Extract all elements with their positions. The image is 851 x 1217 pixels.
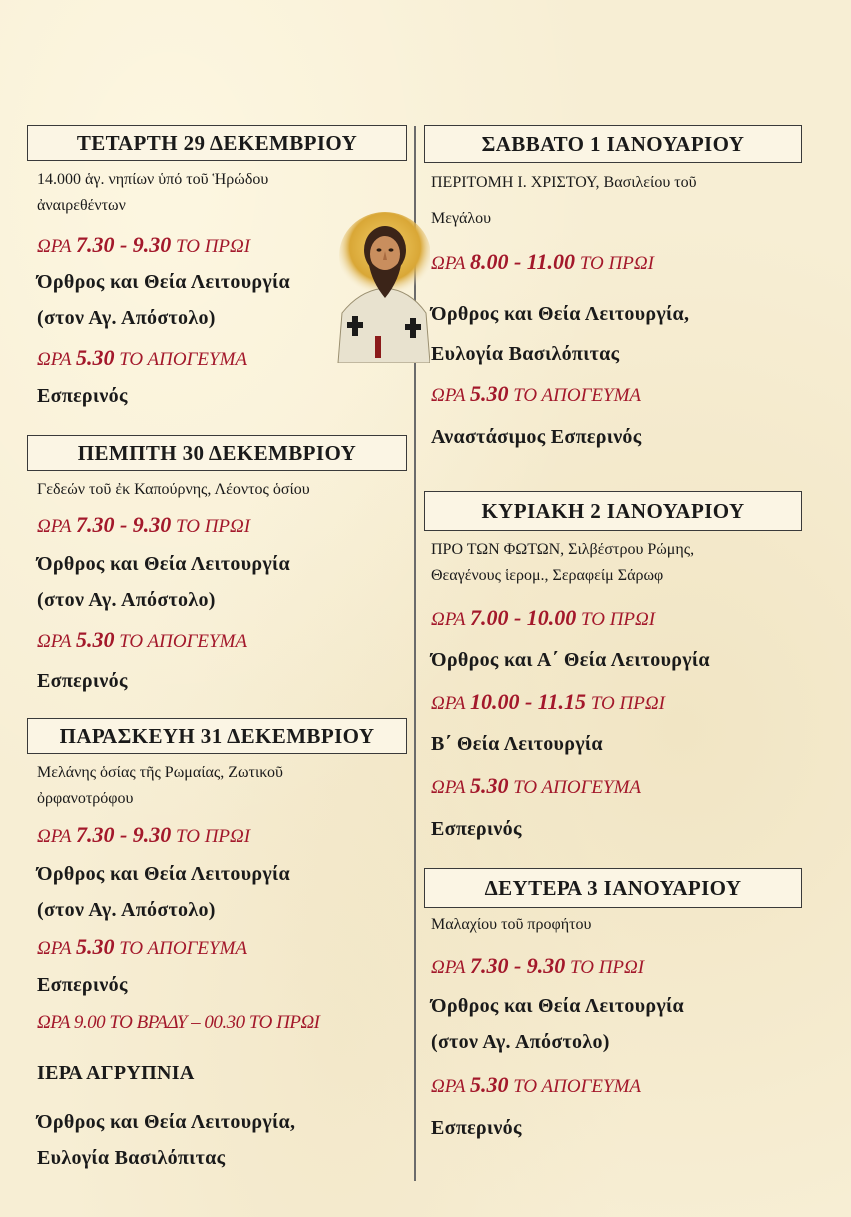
time-prefix: ΩΡΑ: [431, 385, 466, 406]
day-header-wed-29: ΤΕΤΑΡΤΗ 29 ΔΕΚΕΜΒΡΙΟΥ: [27, 125, 407, 161]
service-time: [37, 512, 250, 538]
service-name: [431, 294, 689, 374]
day-header-mon-3: ΔΕΥΤΕΡΑ 3 ΙΑΝΟΥΑΡΙΟΥ: [424, 868, 802, 908]
time-suffix: ΤΟ ΑΠΟΓΕΥΜΑ: [513, 385, 642, 406]
saint-commemoration: [431, 912, 591, 938]
service-time: [37, 627, 247, 653]
service-time: [431, 1072, 641, 1098]
time-suffix: ΤΟ ΠΡΩΙ: [176, 516, 251, 537]
service-name: Όρθρος και Α΄ Θεία Λειτουργία: [431, 649, 710, 671]
time-value: 5.30: [469, 773, 509, 798]
saint-commemoration: [37, 477, 310, 503]
service-line: Όρθρος και Θεία Λειτουργία,: [37, 1111, 296, 1133]
service-name: [37, 1104, 295, 1176]
service-time: [431, 773, 641, 799]
service-name: Εσπερινός: [37, 385, 128, 407]
time-value: 5.30: [75, 345, 115, 370]
time-suffix: ΤΟ ΑΠΟΓΕΥΜΑ: [119, 349, 248, 370]
time-prefix: ΩΡΑ: [37, 516, 72, 537]
service-line: Ευλογία Βασιλόπιτας: [431, 343, 620, 365]
time-prefix: ΩΡΑ: [431, 957, 466, 978]
service-line: (στον Αγ. Απόστολο): [37, 899, 216, 921]
time-prefix: ΩΡΑ: [37, 349, 72, 370]
time-suffix: ΤΟ ΠΡΩΙ: [590, 693, 665, 714]
time-value: 7.30 - 9.30: [469, 953, 566, 978]
saint-line: ὀρφανοτρόφου: [37, 790, 134, 807]
service-line: Όρθρος και Θεία Λειτουργία: [431, 995, 684, 1017]
saint-line: Μεγάλου: [431, 210, 492, 227]
saint-line: Θεαγένους ἱερομ., Σεραφείμ Σάρωφ: [431, 567, 664, 584]
time-prefix: ΩΡΑ: [37, 938, 72, 959]
time-prefix: ΩΡΑ: [37, 236, 72, 257]
saint-line: Γεδεών τοῦ ἐκ Καπούρνης, Λέοντος ὁσίου: [37, 481, 310, 498]
time-value: 7.30 - 9.30: [75, 512, 172, 537]
service-time: [431, 381, 641, 407]
saint-commemoration: [37, 760, 283, 812]
service-name: [37, 856, 290, 928]
saint-line: ΠΕΡΙΤΟΜΗ Ι. ΧΡΙΣΤΟΥ, Βασιλείου τοῦ: [431, 174, 697, 191]
saint-line: ἀναιρεθέντων: [37, 197, 126, 214]
service-name: [431, 988, 684, 1060]
service-name: Εσπερινός: [37, 670, 128, 692]
time-prefix: ΩΡΑ: [37, 631, 72, 652]
vigil-time: ΩΡΑ 9.00 ΤΟ ΒΡΑΔΥ – 00.30 ΤΟ ΠΡΩΙ: [37, 1012, 320, 1033]
service-time: [431, 605, 655, 631]
saint-line: Μελάνης ὁσίας τῆς Ρωμαίας, Ζωτικοῦ: [37, 764, 283, 781]
service-time: [37, 345, 247, 371]
time-value: 8.00 - 11.00: [469, 249, 576, 274]
time-value: 7.30 - 9.30: [75, 822, 172, 847]
time-prefix: ΩΡΑ: [431, 1076, 466, 1097]
service-line: Όρθρος και Θεία Λειτουργία: [37, 863, 290, 885]
time-suffix: ΤΟ ΑΠΟΓΕΥΜΑ: [513, 777, 642, 798]
time-value: 5.30: [75, 934, 115, 959]
time-suffix: ΤΟ ΠΡΩΙ: [570, 957, 645, 978]
service-line: (στον Αγ. Απόστολο): [37, 589, 216, 611]
service-line: Όρθρος και Θεία Λειτουργία,: [431, 303, 690, 325]
service-time: [431, 953, 644, 979]
time-suffix: ΤΟ ΠΡΩΙ: [176, 236, 251, 257]
time-suffix: ΤΟ ΑΠΟΓΕΥΜΑ: [119, 631, 248, 652]
service-name: [37, 546, 290, 618]
time-value: 10.00 - 11.15: [469, 689, 587, 714]
service-time: [431, 249, 654, 275]
vigil-title: ΙΕΡΑ ΑΓΡΥΠΝΙΑ: [37, 1062, 195, 1084]
service-line: Ευλογία Βασιλόπιτας: [37, 1147, 226, 1169]
time-prefix: ΩΡΑ: [431, 253, 466, 274]
time-suffix: ΤΟ ΠΡΩΙ: [176, 826, 251, 847]
service-line: (στον Αγ. Απόστολο): [431, 1031, 610, 1053]
saint-line: ΠΡΟ ΤΩΝ ΦΩΤΩΝ, Σιλβέστρου Ρώμης,: [431, 541, 695, 558]
time-suffix: ΤΟ ΠΡΩΙ: [581, 609, 656, 630]
service-time: [37, 232, 250, 258]
service-name: Εσπερινός: [431, 818, 522, 840]
saint-commemoration: [431, 537, 694, 589]
time-value: 5.30: [75, 627, 115, 652]
service-name: Αναστάσιμος Εσπερινός: [431, 426, 642, 448]
time-suffix: ΤΟ ΠΡΩΙ: [579, 253, 654, 274]
service-time: [37, 822, 250, 848]
service-line: Όρθρος και Θεία Λειτουργία: [37, 553, 290, 575]
saint-line: Μαλαχίου τοῦ προφήτου: [431, 916, 592, 933]
time-prefix: ΩΡΑ: [431, 777, 466, 798]
time-prefix: ΩΡΑ: [37, 826, 72, 847]
service-name: Εσπερινός: [37, 974, 128, 996]
service-name: Β΄ Θεία Λειτουργία: [431, 733, 603, 755]
time-prefix: ΩΡΑ: [431, 693, 466, 714]
saint-basil-icon: [330, 208, 430, 363]
service-line: (στον Αγ. Απόστολο): [37, 307, 216, 329]
time-value: 5.30: [469, 1072, 509, 1097]
service-time: [37, 934, 247, 960]
service-time: [431, 689, 665, 715]
time-suffix: ΤΟ ΑΠΟΓΕΥΜΑ: [119, 938, 248, 959]
saint-line: 14.000 ἁγ. νηπίων ὑπό τοῦ Ἡρώδου: [37, 171, 269, 188]
service-line: Όρθρος και Θεία Λειτουργία: [37, 271, 290, 293]
service-name: [37, 264, 290, 336]
day-header-fri-31: ΠΑΡΑΣΚΕΥΗ 31 ΔΕΚΕΜΒΡΙΟΥ: [27, 718, 407, 754]
time-value: 5.30: [469, 381, 509, 406]
day-header-sun-2: ΚΥΡΙΑΚΗ 2 ΙΑΝΟΥΑΡΙΟΥ: [424, 491, 802, 531]
saint-commemoration: [37, 167, 268, 219]
time-value: 7.00 - 10.00: [469, 605, 577, 630]
service-name: Εσπερινός: [431, 1117, 522, 1139]
day-header-sat-1: ΣΑΒΒΑΤΟ 1 ΙΑΝΟΥΑΡΙΟΥ: [424, 125, 802, 163]
day-header-thu-30: ΠΕΜΠΤΗ 30 ΔΕΚΕΜΒΡΙΟΥ: [27, 435, 407, 471]
saint-commemoration: [431, 165, 697, 237]
time-suffix: ΤΟ ΑΠΟΓΕΥΜΑ: [513, 1076, 642, 1097]
time-prefix: ΩΡΑ: [431, 609, 466, 630]
time-value: 7.30 - 9.30: [75, 232, 172, 257]
